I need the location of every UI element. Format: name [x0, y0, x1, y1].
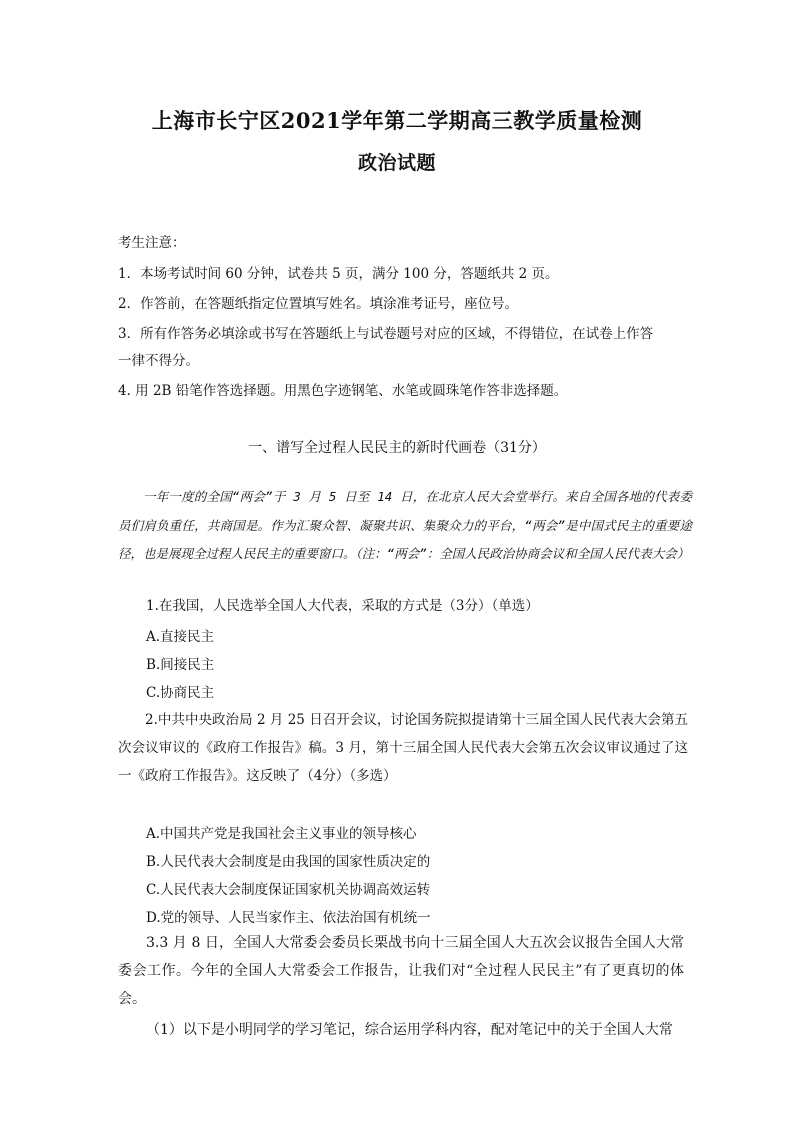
- notice-item-1: 1．本场考试时间 60 分钟，试卷共 5 页，满分 100 分，答题纸共 2 页。: [118, 266, 559, 282]
- section-heading: 一、谱写全过程人民民主的新时代画卷（31分）: [248, 440, 546, 456]
- question-1-stem: 1.在我国，人民选举全国人大代表，采取的方式是（3分）（单选）: [146, 598, 539, 614]
- notice-item-3: 3．所有作答务必填涂或书写在答题纸上与试卷题号对应的区域，不得错位，在试卷上作答: [118, 326, 654, 342]
- material-paragraph: 一年一度的全国“两会”于 3 月 5 日至 14 日，在北京人民大会堂举行。来自全国各地的代表委员们肩负重任，共商国是。作为汇聚众智、凝聚共识、集聚众力的平台，“两会”是中国式民主的重要途径，也是展现全过程人民民主的重要窗口。（注：“两会”：全国人民政治协商会议和全国人民代表大会）: [118, 489, 692, 561]
- exam-title: 上海市长宁区2021学年第二学期高三教学质量检测: [151, 108, 643, 133]
- question-1-option-c: C.协商民主: [146, 685, 215, 701]
- question-3-stem: 3.3 月 8 日，全国人大常委会委员长栗战书向十三届全国人大五次会议报告全国人大常委会工作。今年的全国人大常委会工作报告，让我们对“全过程人民民主”有了更真切的体会。: [118, 935, 684, 1007]
- notice-heading: 考生注意：: [118, 235, 186, 251]
- notice-item-2: 2．作答前，在答题纸指定位置填写姓名。填涂准考证号，座位号。: [118, 296, 519, 312]
- question-2-option-b: B.人民代表大会制度是由我国的国家性质决定的: [146, 854, 431, 870]
- question-1-option-b: B.间接民主: [146, 657, 215, 673]
- question-3-sub-1: （1）以下是小明同学的学习笔记，综合运用学科内容，配对笔记中的关于全国人大常: [146, 1022, 673, 1038]
- notice-item-3-cont: 一律不得分。: [118, 353, 199, 369]
- question-1-option-a: A.直接民主: [146, 629, 215, 645]
- notice-item-4: 4. 用 2B 铅笔作答选择题。用黑色字迹钢笔、水笔或圆珠笔作答非选择题。: [118, 383, 568, 399]
- question-2-option-a: A.中国共产党是我国社会主义事业的领导核心: [146, 826, 417, 842]
- exam-subtitle: 政治试题: [357, 152, 436, 174]
- question-2-option-c: C.人民代表大会制度保证国家机关协调高效运转: [146, 882, 431, 898]
- question-2-option-d: D.党的领导、人民当家作主、依法治国有机统一: [146, 910, 431, 926]
- question-2-stem: 2.中共中央政治局 2 月 25 日召开会议，讨论国务院拟提请第十三届全国人民代表大会第五次会议审议的《政府工作报告》稿。3 月，第十三届全国人民代表大会第五次会议审议通过了这一《政府工作报告》。这反映了（4分）（多选）: [118, 712, 688, 784]
